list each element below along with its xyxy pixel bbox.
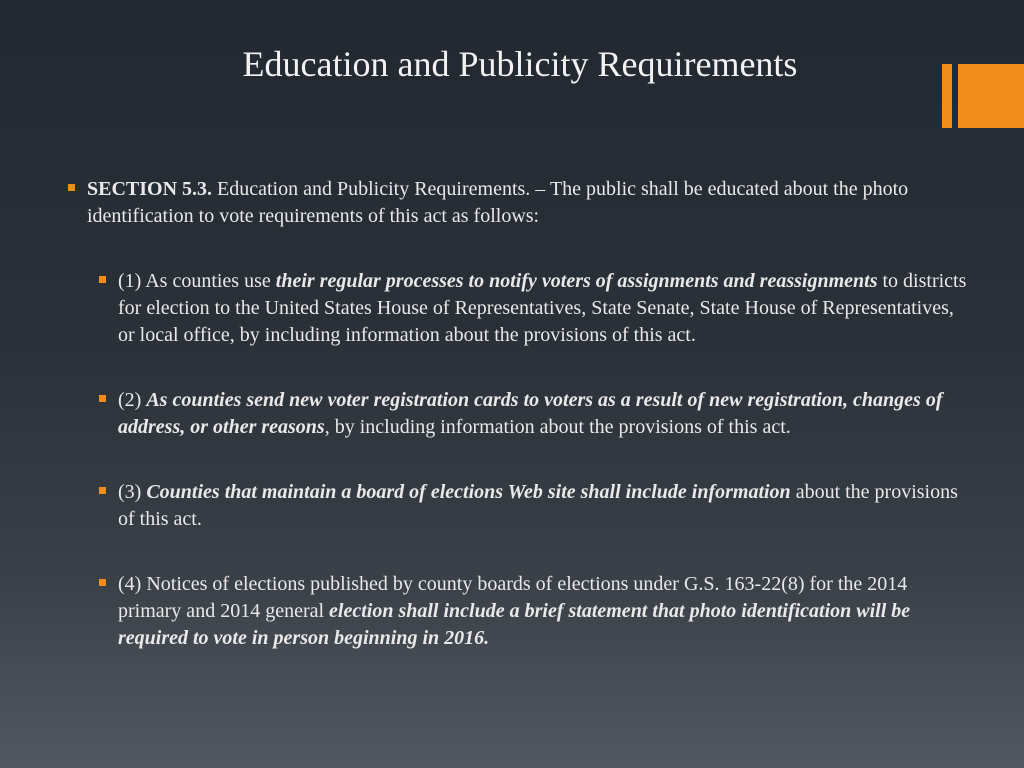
intro-paragraph — [66, 176, 966, 230]
item-suffix: to districts for election to the United States House of Representatives, State Senate, State House of Representatives, or local office, by including information about the provisions of this act. — [118, 270, 967, 346]
accent-bar-thick — [958, 64, 1024, 128]
slide-title: Education and Publicity Requirements — [242, 44, 798, 84]
item-prefix: (4) Notices of elections published by county boards of elections under G.S. 163-22(8) for the 2014 primary and 2014 general — [118, 573, 908, 622]
list-item-2 — [97, 387, 968, 441]
bullet-square-icon — [99, 276, 106, 283]
accent-bars — [942, 64, 1024, 128]
slide-content — [66, 176, 966, 690]
item-suffix: about the provisions of this act. — [118, 481, 958, 530]
bullet-square-icon — [99, 579, 106, 586]
accent-bar-thin — [942, 64, 952, 128]
item-prefix: (3) — [118, 481, 147, 503]
item-emphasis: As counties send new voter registration cards to voters as a result of new registration, changes of address, or other reasons — [118, 389, 943, 438]
list-item-4 — [97, 571, 968, 652]
list-item-3 — [97, 479, 968, 533]
item-prefix: (2) — [118, 389, 147, 411]
list-item-1 — [97, 268, 968, 349]
bullet-square-icon — [99, 487, 106, 494]
intro-text: Education and Publicity Requirements. – The public shall be educated about the photo identification to vote requirements of this act as follows: — [87, 178, 909, 227]
item-prefix: (1) As counties use — [118, 270, 276, 292]
item-emphasis: their regular processes to notify voters of assignments and reassignments — [275, 270, 878, 292]
bullet-square-icon — [68, 184, 75, 191]
section-label: SECTION 5.3. — [87, 178, 213, 200]
item-emphasis: Counties that maintain a board of elections Web site shall include information — [146, 481, 791, 503]
item-emphasis: election shall include a brief statement that photo identification will be required to vote in person beginning in 2016. — [118, 600, 911, 649]
item-suffix: , by including information about the provisions of this act. — [324, 416, 791, 438]
bullet-square-icon — [99, 395, 106, 402]
